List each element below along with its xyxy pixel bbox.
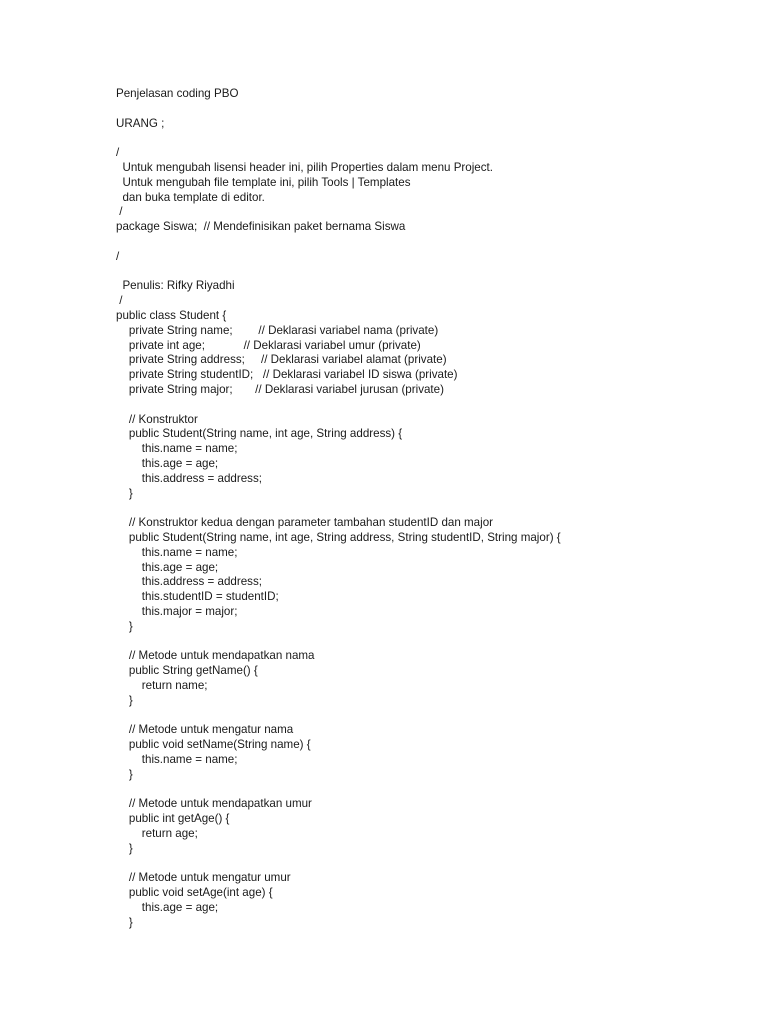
document-line: this.age = age; (116, 560, 219, 574)
document-line: } (116, 915, 133, 929)
document-line: Penjelasan coding PBO (116, 87, 239, 100)
document-line: } (116, 486, 133, 500)
document-line: return name; (116, 678, 208, 692)
document-line: this.age = age; (116, 900, 219, 914)
document-line: public Student(String name, int age, String address, String studentID, String major) { (116, 530, 561, 544)
document-line: this.name = name; (116, 442, 238, 456)
document-line: this.address = address; (116, 575, 262, 589)
document-line (116, 131, 756, 146)
document-line (116, 398, 756, 413)
document-line (116, 782, 756, 797)
document-line: public Student(String name, int age, String address) { (116, 427, 403, 441)
document-line: package Siswa; // Mendefinisikan paket bernama Siswa (116, 220, 406, 234)
document-line (116, 235, 756, 250)
document-line: // Metode untuk mengatur nama (116, 723, 294, 737)
document-line: private String name; // Deklarasi variabel nama (private) (116, 323, 439, 337)
document-line: this.name = name; (116, 752, 238, 766)
document-line (116, 102, 756, 117)
document-line: public class Student { (116, 308, 227, 322)
document-line: dan buka template di editor. (116, 190, 265, 204)
document-line: Untuk mengubah lisensi header ini, pilih Properties dalam menu Project. (116, 160, 493, 174)
document-line: public int getAge() { (116, 812, 230, 826)
document-line: } (116, 619, 133, 633)
document-line: private String major; // Deklarasi variabel jurusan (private) (116, 382, 444, 396)
document-line: / (116, 205, 123, 219)
document-line (116, 501, 756, 516)
document-line: private int age; // Deklarasi variabel umur (private) (116, 338, 421, 352)
document-line: this.age = age; (116, 456, 219, 470)
document-line: this.major = major; (116, 604, 238, 618)
document-line: public void setAge(int age) { (116, 886, 273, 900)
document-line: } (116, 767, 133, 781)
document-line: URANG ; (116, 116, 165, 130)
document-line (116, 708, 756, 723)
document-line: this.studentID = studentID; (116, 590, 279, 604)
document-line: // Metode untuk mendapatkan nama (116, 649, 315, 663)
document-body (116, 87, 756, 930)
document-line: public void setName(String name) { (116, 738, 311, 752)
document-line (116, 856, 756, 871)
document-line: / (116, 146, 120, 160)
document-line: private String studentID; // Deklarasi variabel ID siswa (private) (116, 368, 458, 382)
document-line: // Konstruktor (116, 412, 198, 426)
document-line (116, 634, 756, 649)
document-line: Untuk mengubah file template ini, pilih Tools | Templates (116, 175, 411, 189)
document-line: this.address = address; (116, 471, 262, 485)
document-line: } (116, 693, 133, 707)
document-line: this.name = name; (116, 545, 238, 559)
document-line: return age; (116, 826, 198, 840)
document-line: // Metode untuk mengatur umur (116, 871, 291, 885)
document-line (116, 265, 756, 280)
document-line: / (116, 249, 120, 263)
document-line: public String getName() { (116, 664, 258, 678)
document-line: Penulis: Rifky Riyadhi (116, 279, 235, 293)
document-line: / (116, 294, 123, 308)
document-line: // Metode untuk mendapatkan umur (116, 797, 312, 811)
document-line: } (116, 841, 133, 855)
document-line: private String address; // Deklarasi variabel alamat (private) (116, 353, 447, 367)
document-line: // Konstruktor kedua dengan parameter tambahan studentID dan major (116, 516, 494, 530)
